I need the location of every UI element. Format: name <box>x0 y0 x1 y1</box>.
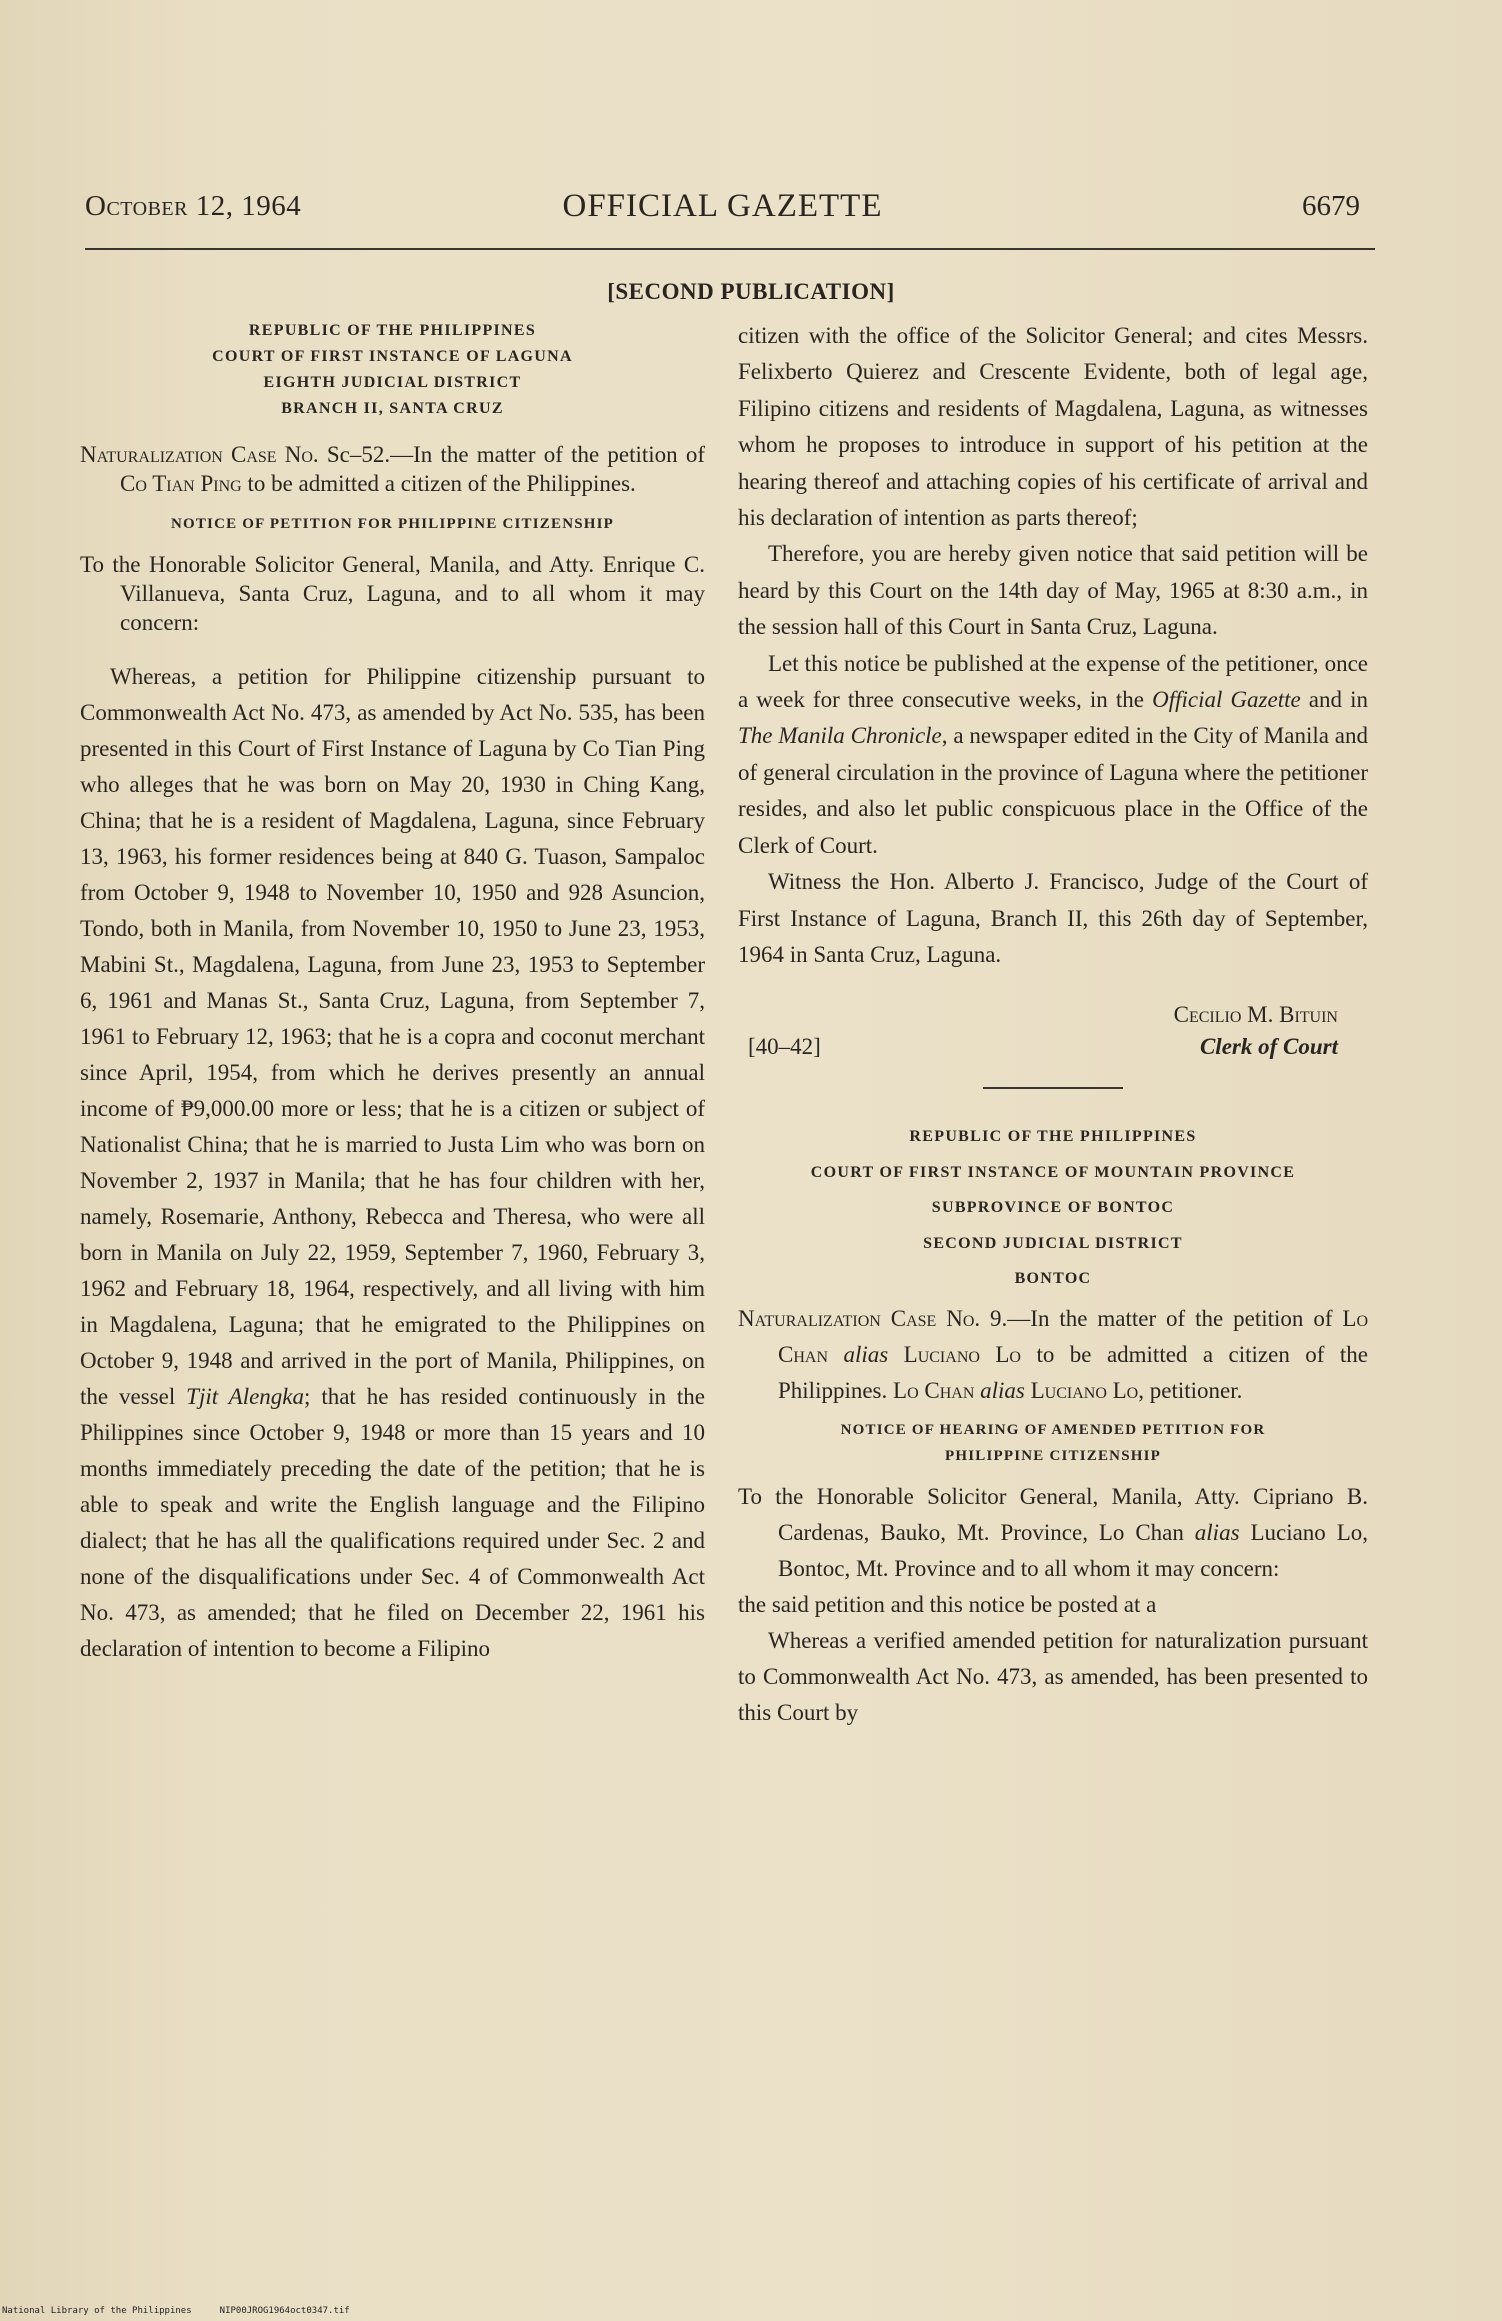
addressee-text: To the Honorable Solicitor General, Manila, Atty. Cipriano B. Cardenas, Bauko, Mt. Province, Lo Chan <box>738 1483 1368 1545</box>
publication-paragraph <box>738 646 1368 864</box>
addressee-text: Luciano Lo, Bontoc, Mt. Province and to all whom it may concern: <box>778 1519 1369 1581</box>
court-line: BRANCH II, SANTA CRUZ <box>281 400 504 417</box>
petitioner-alias: Luciano Lo <box>903 1341 1021 1367</box>
newspaper-title: The Manila Chronicle <box>738 723 942 749</box>
notice-body-continued <box>738 318 1368 973</box>
petitioner-name: Lo Chan <box>893 1377 975 1403</box>
notice-heading-2 <box>738 1417 1368 1469</box>
court-line: SUBPROVINCE OF BONTOC <box>931 1199 1175 1217</box>
petitioner-name: Co Tian Ping <box>120 471 242 496</box>
whereas-paragraph-2: Whereas a verified amended petition for naturalization pursuant to Commonwealth Act No. 473, as amended, has been presented to this Court by <box>738 1627 1368 1725</box>
gazette-title: Official Gazette <box>1152 687 1301 713</box>
whereas-paragraph <box>80 659 705 1667</box>
notice-body <box>80 659 705 1667</box>
notice-line: NOTICE OF HEARING OF AMENDED PETITION FOR <box>840 1421 1266 1438</box>
court-line: COURT OF FIRST INSTANCE OF MOUNTAIN PROVINCE <box>810 1163 1296 1181</box>
clerk-role: Clerk of Court <box>1199 1034 1338 1060</box>
clerk-name: Cecilio M. Bituin <box>1173 1002 1338 1028</box>
court-heading <box>80 318 705 422</box>
vessel-name: Tjit Alengka <box>186 1384 305 1409</box>
left-column <box>80 318 705 1667</box>
court-line: EIGHTH JUDICIAL DISTRICT <box>263 374 522 391</box>
notice-line: PHILIPPINE CITIZENSHIP <box>944 1447 1162 1464</box>
petitioner-name: Lo Chan <box>778 1305 1368 1367</box>
page-number: 6679 <box>1302 190 1360 222</box>
whereas-text: Whereas, a petition for Philippine citizenship pursuant to Commonwealth Act No. 473, as amended by Act No. 535, has been presented in this Court of First Instance of Laguna by Co Tian Ping who alleges that he was born on May 20, 1930 in Ching Kang, China; that he is a resident of Magdalena, Laguna, since February 13, 1963, his former residences being at 840 G. Tuason, Sampaloc from October 9, 1948 to November 10, 1950 and 928 Asuncion, Tondo, both in Manila, from November 10, 1950 to June 23, 1953, Mabini St., Magdalena, Laguna, from June 23, 1953 to September 6, 1961 and Manas St., Santa Cruz, Laguna, from September 7, 1961 to February 12, 1963; that he is a copra and coconut merchant since April, 1954, from which he derives presently an annual income of ₱9,000.00 more or less; that he is a citizen or subject of Nationalist China; that he is married to Justa Lim who was born on November 2, 1937 in Manila; that he has four children with her, namely, Rosemarie, Anthony, Rebecca and Theresa, who were all born in Manila on July 22, 1959, September 7, 1960, February 3, 1962 and February 18, 1964, respectively, and all living with him in Magdalena, Laguna; that he emigrated to the Philippines on October 9, 1948 and arrived in the port of Manila, Philippines, on the vessel <box>80 664 705 1409</box>
court-line: SECOND JUDICIAL DISTRICT <box>923 1234 1183 1252</box>
therefore-paragraph: Therefore, you are hereby given notice that said petition will be heard by this Court on the 14th day of May, 1965 at 8:30 a.m., in the session hall of this Court in Santa Cruz, Laguna. <box>738 541 1368 640</box>
stray-line: the said petition and this notice be posted at a <box>738 1591 1157 1617</box>
alias-word: alias <box>980 1377 1025 1403</box>
issue-date: October 12, 1964 <box>85 190 302 222</box>
case-text: to be admitted a citizen of the Philippines. <box>778 1341 1368 1403</box>
section-divider <box>983 1087 1123 1089</box>
library-credit: National Library of the Philippines <box>2 2306 192 2316</box>
court-line: REPUBLIC OF THE PHILIPPINES <box>909 1128 1197 1146</box>
publication-text: , a newspaper edited in the City of Manila and of general circulation in the province of Laguna where the petitioner resides, and also let public conspicuous place in the Office of the Clerk of Court. <box>738 723 1368 858</box>
addressee-2 <box>738 1479 1368 1587</box>
alias-word: alias <box>843 1341 889 1367</box>
right-column <box>738 318 1368 1731</box>
issue-reference: [40–42] <box>748 1034 821 1060</box>
witness-paragraph: Witness the Hon. Alberto J. Francisco, Judge of the Court of First Instance of Laguna, Branch II, this 26th day of September, 1964 in Santa Cruz, Laguna. <box>738 869 1368 967</box>
notice-heading: NOTICE OF PETITION FOR PHILIPPINE CITIZENSHIP <box>170 516 615 532</box>
whereas-text: ; that he has resided continuously in the Philippines since October 9, 1948 or more than 15 years and 10 months immediately preceding the date of the petition; that he is able to speak and write the English language and the Filipino dialect; that he has all the qualifications required under Sec. 2 and none of the disqualifications under Sec. 4 of Commonwealth Act No. 473, as amended; that he filed on December 22, 1961 his declaration of intention to become a Filipino <box>80 1384 706 1661</box>
case-label: Naturalization Case No. <box>80 442 319 467</box>
case-text: —In the matter of the petition of <box>1007 1305 1343 1331</box>
case-number: Sc–52. <box>326 442 391 467</box>
page-header <box>85 190 1360 230</box>
case-number: 9. <box>990 1305 1008 1331</box>
court-heading-2 <box>738 1119 1368 1297</box>
publication-text: Let this notice be published at the expense of the petitioner, once a week for three consecutive weeks, in the <box>738 650 1368 713</box>
case-text: , petitioner. <box>1138 1377 1243 1403</box>
signature-block <box>738 997 1368 1061</box>
continuation-paragraph: citizen with the office of the Solicitor General; and cites Messrs. Felixberto Quierez and Crescente Evidente, both of legal age, Filipino citizens and residents of Magdalena, Laguna, as witnesses whom he proposes to introduce in support of his petition at the hearing thereof and attaching copies of his certificate of arrival and his declaration of intention as parts thereof; <box>738 323 1368 531</box>
publication-tag: [SECOND PUBLICATION] <box>607 279 895 304</box>
publication-title: OFFICIAL GAZETTE <box>562 188 883 224</box>
scan-filename: NIP00JROG1964oct0347.tif <box>219 2306 350 2316</box>
case-text: to be admitted a citizen of the Philippines. <box>241 471 636 496</box>
court-line: COURT OF FIRST INSTANCE OF LAGUNA <box>212 348 573 365</box>
petitioner-alias: Luciano Lo <box>1030 1377 1139 1403</box>
case-caption-2 <box>738 1301 1368 1409</box>
case-text: —In the matter of the petition of <box>390 442 705 467</box>
scan-footer <box>2 2306 378 2316</box>
header-rule <box>85 248 1375 250</box>
publication-text: and in <box>1300 687 1368 713</box>
case-label: Naturalization Case No. <box>738 1305 981 1331</box>
court-line: BONTOC <box>1014 1270 1092 1288</box>
court-line: REPUBLIC OF THE PHILIPPINES <box>248 322 537 339</box>
addressee: To the Honorable Solicitor General, Manila, and Atty. Enrique C. Villanueva, Santa Cruz, Laguna, and to all whom it may concern: <box>80 552 705 635</box>
case-caption <box>80 440 705 498</box>
alias-word: alias <box>1194 1519 1240 1545</box>
